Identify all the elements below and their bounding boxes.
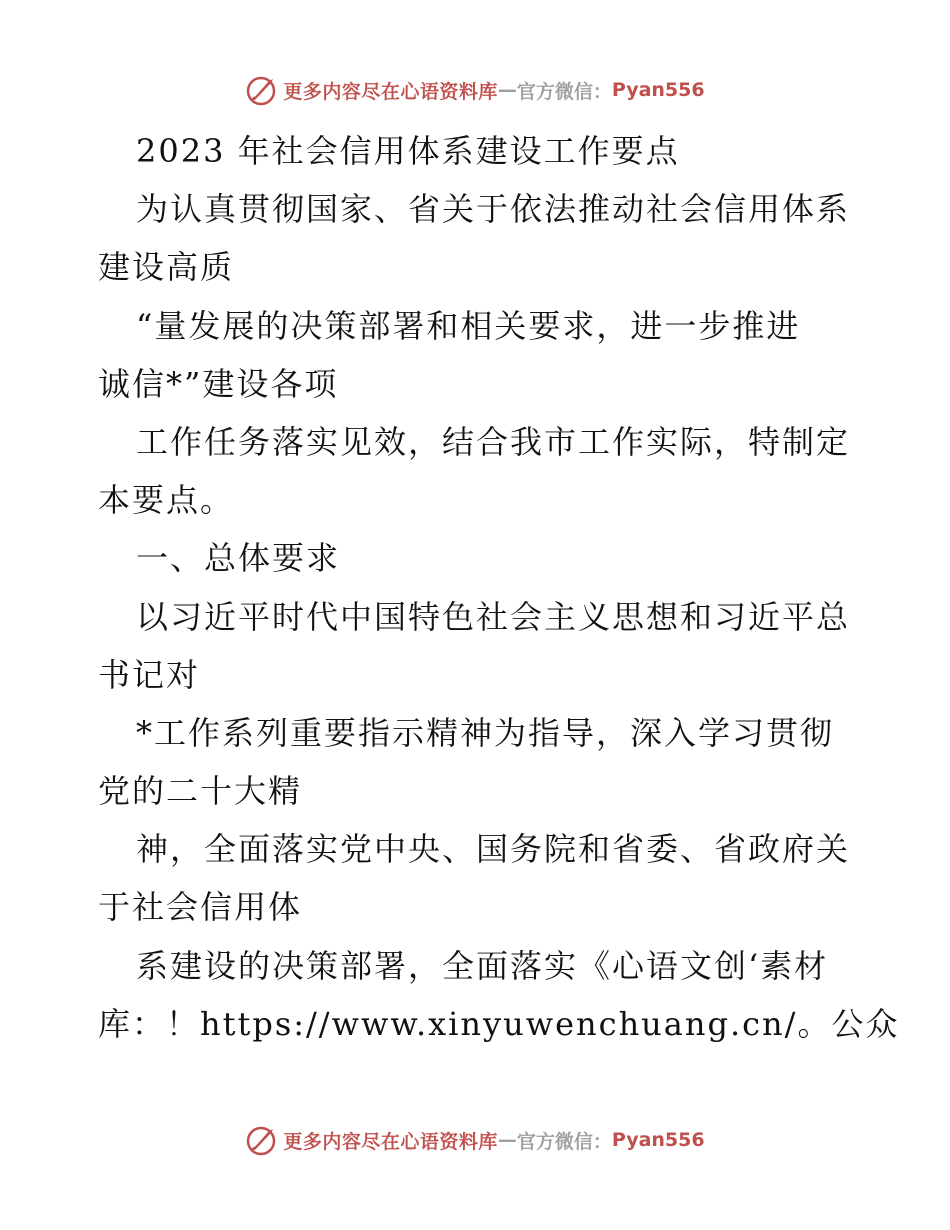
- banner-wechat-label: 官方微信：: [516, 1130, 612, 1153]
- banner-dash: —: [497, 79, 517, 101]
- paragraph-line: “量发展的决策部署和相关要求，进一步推进: [136, 306, 801, 345]
- paragraph-line: 系建设的决策部署，全面落实《心语文创‘素材: [136, 946, 829, 985]
- quill-pen-logo-icon: [245, 1123, 279, 1157]
- banner-main-text: 更多内容尽在心语资料库: [283, 1130, 498, 1153]
- paragraph-line: 诚信*”建设各项: [98, 364, 339, 403]
- banner-wechat-id: Pyan556: [611, 79, 705, 101]
- paragraph-line: 建设高质: [98, 248, 235, 287]
- header-banner: [0, 70, 950, 110]
- paragraph-line: 书记对: [98, 655, 201, 694]
- paragraph-line: 神，全面落实党中央、国务院和省委、省政府关: [136, 830, 851, 869]
- section-heading: 一、总体要求: [136, 539, 341, 578]
- footer-banner: [0, 1120, 950, 1160]
- paragraph-line: 于社会信用体: [98, 888, 303, 927]
- banner-dash: —: [497, 1129, 517, 1151]
- document-title: 2023 年社会信用体系建设工作要点: [136, 132, 680, 170]
- paragraph-line-url: 库：！https://www.xinyuwenchuang.cn/。公众: [98, 1004, 900, 1043]
- banner-wechat-label: 官方微信：: [516, 80, 612, 103]
- paragraph-line: *工作系列重要指示精神为指导，深入学习贯彻: [136, 713, 835, 752]
- paragraph-line: 本要点。: [98, 481, 235, 520]
- paragraph-line: 党的二十大精: [98, 772, 303, 811]
- banner-wechat-id: Pyan556: [611, 1129, 705, 1151]
- paragraph-line: 工作任务落实见效，结合我市工作实际，特制定: [136, 422, 851, 461]
- quill-pen-logo-icon: [245, 73, 279, 107]
- paragraph-line: 为认真贯彻国家、省关于依法推动社会信用体系: [136, 190, 851, 229]
- paragraph-line: 以习近平时代中国特色社会主义思想和习近平总: [136, 597, 851, 636]
- banner-main-text: 更多内容尽在心语资料库: [283, 80, 498, 103]
- document-body: [98, 122, 900, 1053]
